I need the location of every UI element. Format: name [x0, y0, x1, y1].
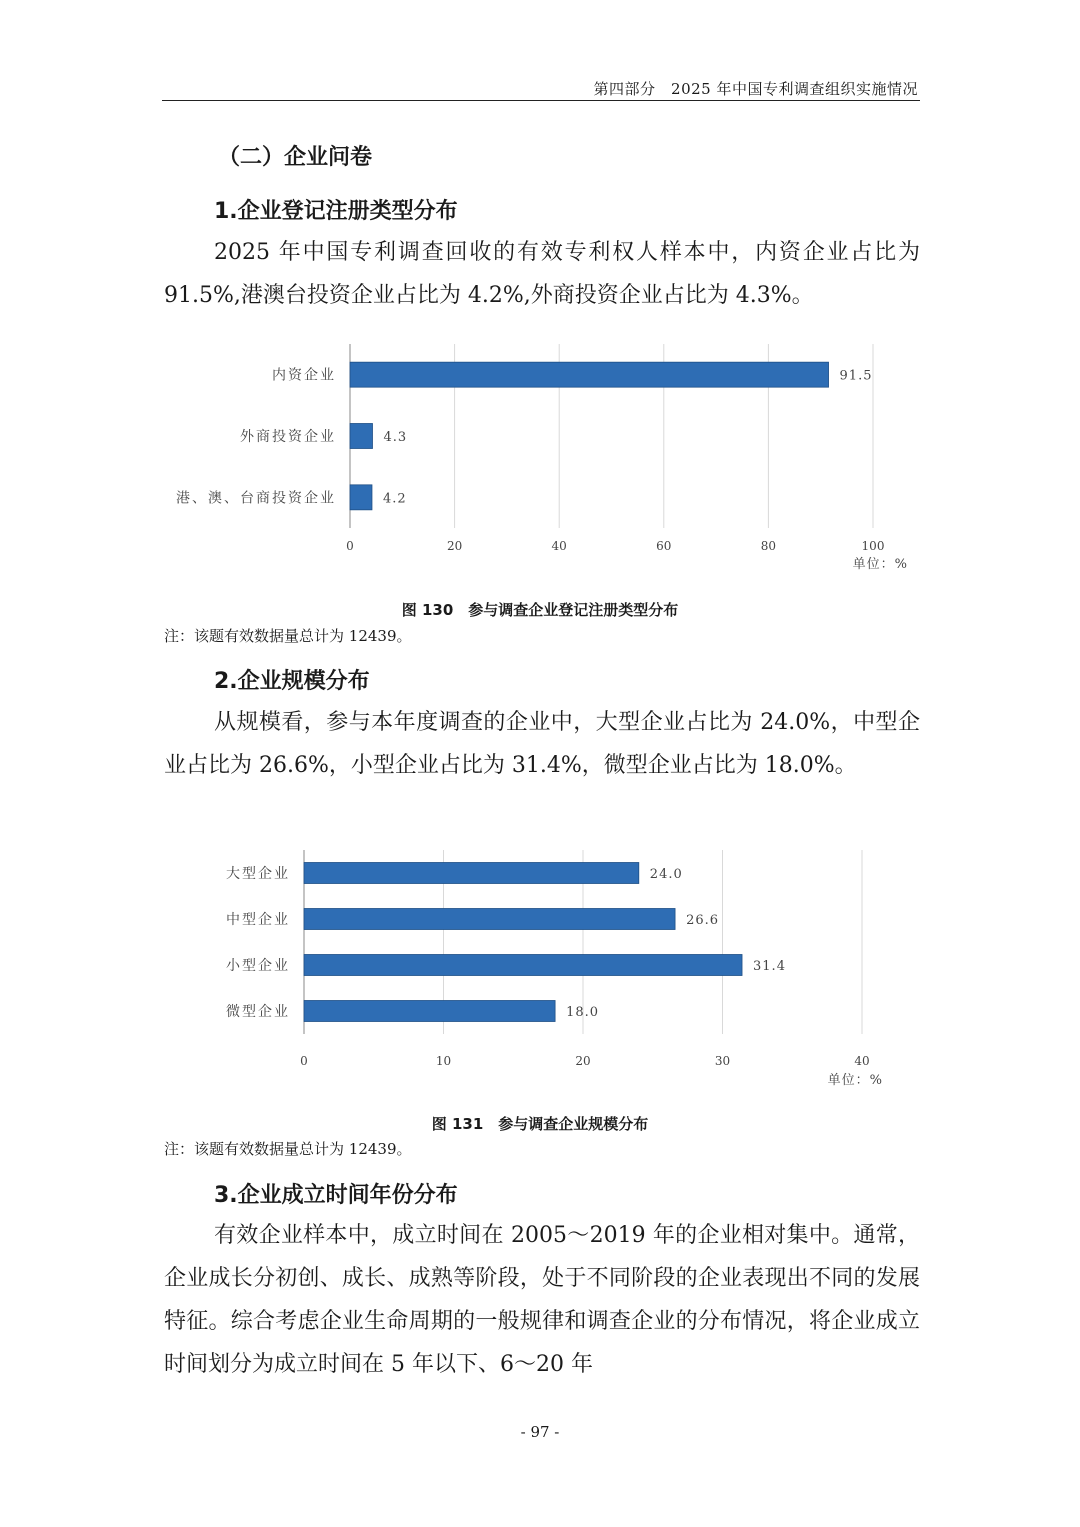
x-tick-label: 0 — [300, 1054, 308, 1068]
data-label: 4.3 — [383, 430, 408, 445]
bar — [350, 362, 829, 387]
data-label: 4.2 — [382, 491, 407, 507]
category-label: 微型企业 — [226, 1004, 290, 1020]
subsection-title-3: 3.企业成立时间年份分布 — [214, 1183, 458, 1208]
bar — [304, 909, 675, 930]
x-tick-label: 0 — [346, 539, 354, 553]
category-label: 外商投资企业 — [240, 429, 336, 445]
category-label: 大型企业 — [226, 866, 290, 882]
category-label: 小型企业 — [226, 958, 290, 974]
subsection-title-2: 2.企业规模分布 — [214, 669, 370, 694]
figure-caption: 图 131 参与调查企业规模分布 — [431, 1115, 649, 1133]
data-label: 26.6 — [686, 913, 720, 928]
x-tick-label: 20 — [446, 539, 463, 553]
data-label: 24.0 — [649, 867, 683, 882]
bar — [350, 424, 372, 449]
running-header: 第四部分 2025 年中国专利调查组织实施情况 — [593, 80, 918, 98]
x-tick-label: 20 — [575, 1054, 591, 1068]
bar — [304, 1001, 555, 1022]
x-tick-label: 60 — [656, 539, 672, 553]
figure-caption: 图 130 参与调查企业登记注册类型分布 — [401, 601, 679, 619]
x-tick-label: 10 — [435, 1054, 452, 1068]
data-label: 91.5 — [839, 368, 873, 384]
x-tick-label: 100 — [861, 539, 885, 553]
chart-unit-label: 单位：% — [827, 1073, 883, 1088]
bar — [350, 485, 372, 510]
figure-note: 注：该题有效数据量总计为 12439。 — [164, 627, 412, 645]
header-rule — [162, 100, 920, 101]
chart-unit-label: 单位：% — [852, 557, 908, 572]
x-tick-label: 30 — [714, 1054, 731, 1068]
x-tick-label: 40 — [551, 539, 567, 553]
paragraph-2: 从规模看，参与本年度调查的企业中，大型企业占比为 24.0%，中型企业占比为 26.6%，小型企业占比为 31.4%，微型企业占比为 18.0%。 — [164, 710, 920, 778]
subsection-title-1: 1.企业登记注册类型分布 — [214, 199, 458, 224]
category-label: 内资企业 — [272, 367, 336, 384]
data-label: 31.4 — [753, 959, 786, 974]
chart-enterprise-scale — [0, 840, 1080, 1080]
paragraph-3: 有效企业样本中，成立时间在 2005～2019 年的企业相对集中。通常，企业成长分初创、成长、成熟等阶段，处于不同阶段的企业表现出不同的发展特征。综合考虑企业生命周期的一般规律和调查企业的分布情况，将企业成立时间划分为成立时间在 5 年以下、6～20 年 — [164, 1223, 920, 1377]
x-tick-label: 80 — [760, 539, 777, 553]
page-number: - 97 - — [520, 1423, 560, 1441]
category-label: 中型企业 — [226, 912, 290, 928]
chart-registration-type — [0, 330, 1080, 580]
bar — [304, 863, 639, 884]
data-label: 18.0 — [566, 1005, 600, 1020]
category-label: 港、澳、台商投资企业 — [176, 490, 336, 507]
paragraph-1: 2025 年中国专利调查回收的有效专利权人样本中，内资企业占比为 91.5%,港澳台投资企业占比为 4.2%,外商投资企业占比为 4.3%。 — [164, 240, 920, 308]
figure-note: 注：该题有效数据量总计为 12439。 — [164, 1140, 412, 1158]
x-tick-label: 40 — [854, 1054, 870, 1068]
section-title: （二）企业问卷 — [218, 145, 373, 170]
bar — [304, 955, 742, 976]
